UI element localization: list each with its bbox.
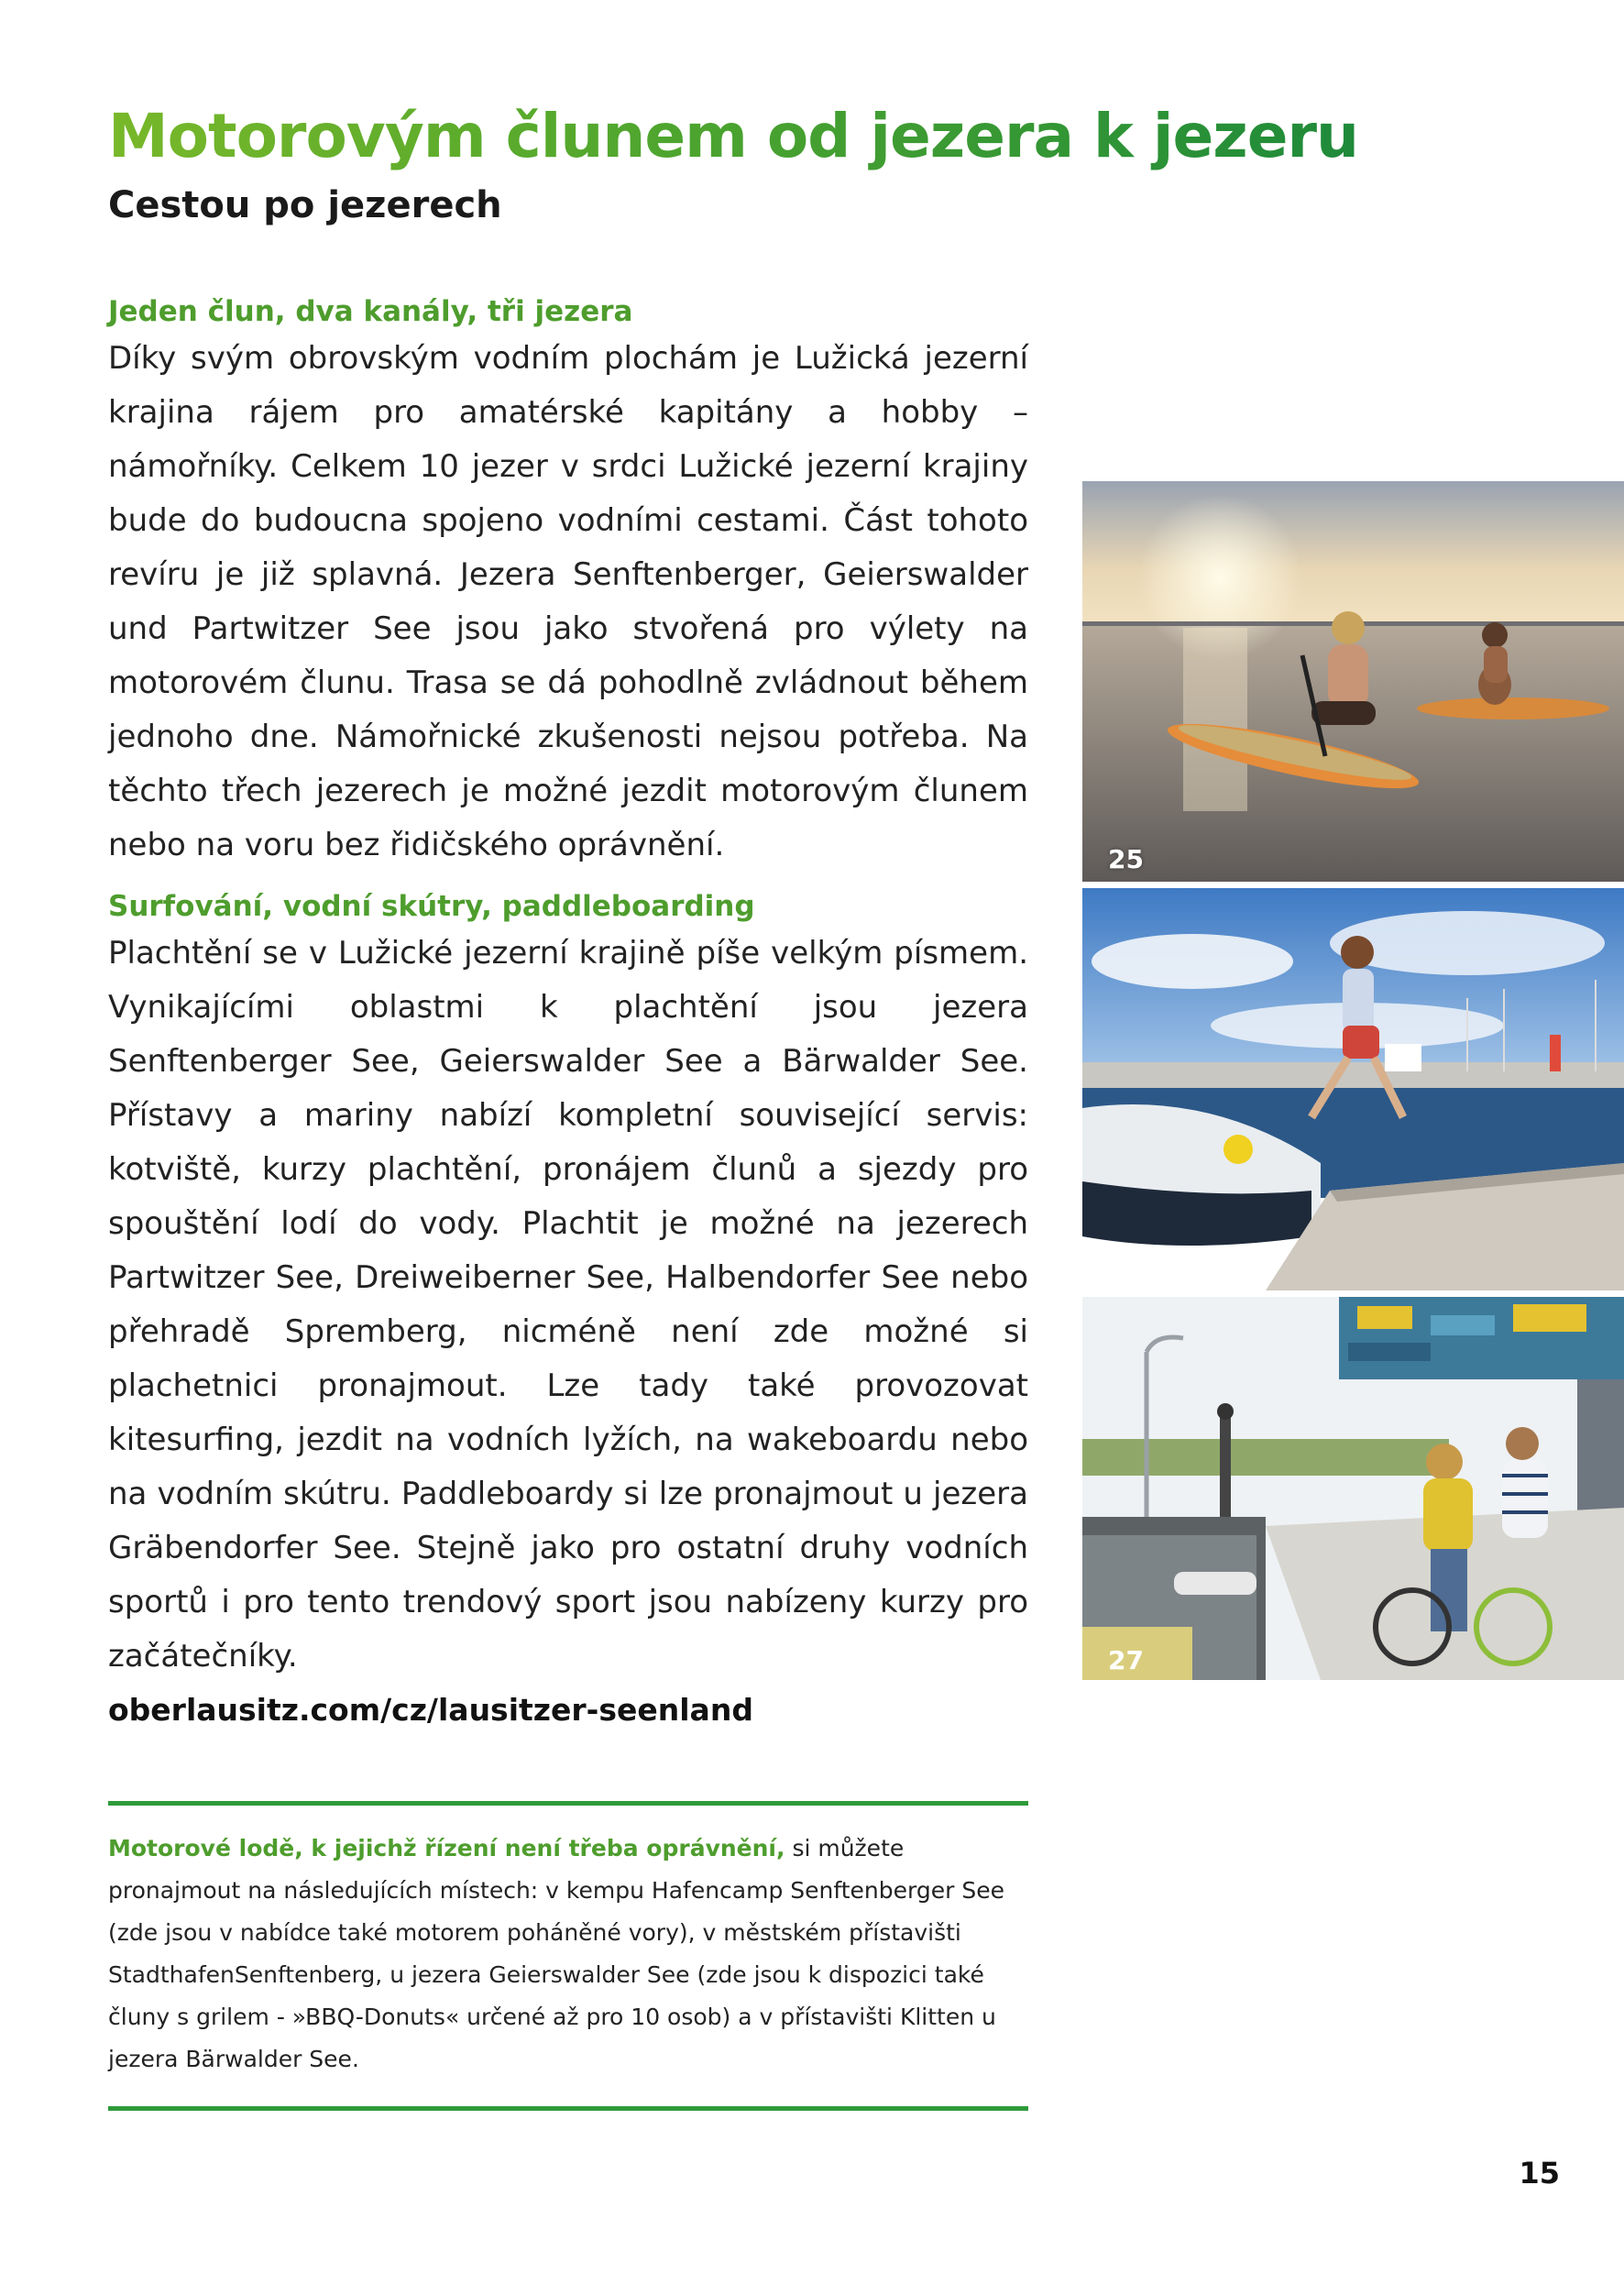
page-subtitle: Cestou po jezerech xyxy=(108,184,502,226)
website-link[interactable]: oberlausitz.com/cz/lausitzer-seenland xyxy=(108,1692,753,1728)
section-boating xyxy=(108,291,1028,873)
rental-info-text xyxy=(108,1828,1028,2081)
page-title: Motorovým člunem od jezera k jezeru xyxy=(108,99,1358,174)
photo-number-25: 25 xyxy=(1108,844,1144,874)
photo-canal-lock xyxy=(1082,1297,1624,1680)
photo-paddleboarding xyxy=(1082,481,1624,882)
section-text-boating: Díky svým obrovským vodním plochám je Lužická jezerní krajina rájem pro amatérské kapitány a hobby – námořníky. Celkem 10 jezer v srdci Lužické jezerní krajiny bude do budoucna spojeno vodními cestami. Část tohoto revíru je již splavná. Jezera Senftenberger, Geierswalder und Partwitzer See jsou jako stvořená pro výlety na motorovém člunu. Trasa se dá pohodlně zvládnout během jednoho dne. Námořnické zkušenosti nejsou potřeba. Na těchto třech jezerech je možné jezdit motorovým člunem nebo na voru bez řidičského oprávnění. xyxy=(108,340,1028,863)
page-number: 15 xyxy=(1519,2156,1560,2191)
paddleboard-illustration xyxy=(1082,481,1624,882)
photo-number-26: 26 xyxy=(1108,1253,1144,1283)
section-heading-boating: Jeden člun, dva kanály, tři jezera xyxy=(108,295,633,328)
canal-lock-illustration xyxy=(1082,1297,1624,1680)
rental-info-box xyxy=(108,1801,1028,2111)
marina-illustration xyxy=(1082,888,1624,1290)
section-watersports xyxy=(108,886,1028,1737)
section-heading-watersports: Surfování, vodní skútry, paddleboarding xyxy=(108,890,755,923)
photo-marina xyxy=(1082,888,1624,1290)
rental-info-highlight: Motorové lodě, k jejichž řízení není třeba oprávnění, xyxy=(108,1835,785,1861)
photo-number-27: 27 xyxy=(1108,1645,1144,1675)
rental-info-body: si můžete pronajmout na následujících místech: v kempu Hafencamp Senftenberger See (zde jsou v nabídce také motorem poháněné vory), v městském přístavišti StadthafenSenftenberg, u jezera Geierswalder See (zde jsou k dispozici také čluny s grilem - »BBQ-Donuts« určené až pro 10 osob) a v přístavišti Klitten u jezera Bärwalder See. xyxy=(108,1835,1004,2072)
section-text-watersports: Plachtění se v Lužické jezerní krajině píše velkým písmem. Vynikajícími oblastmi k plachtění jsou jezera Senftenberger See, Geierswalder See a Bärwalder See. Přístavy a mariny nabízí kompletní související servis: kotviště, kurzy plachtění, pronájem člunů a sjezdy pro spouštění lodí do vody. Plachtit je možné na jezerech Partwitzer See, Dreiweiberner See, Halbendorfer See nebo přehradě Spremberg, nicméně není zde možné si plachetnici pronajmout. Lze tady také provozovat kitesurfing, jezdit na vodních lyžích, na wakeboardu nebo na vodním skútru. Paddleboardy si lze pronajmout u jezera Gräbendorfer See. Stejně jako pro ostatní druhy vodních sportů i pro tento trendový sport jsou nabízeny kurzy pro začátečníky. xyxy=(108,935,1028,1675)
